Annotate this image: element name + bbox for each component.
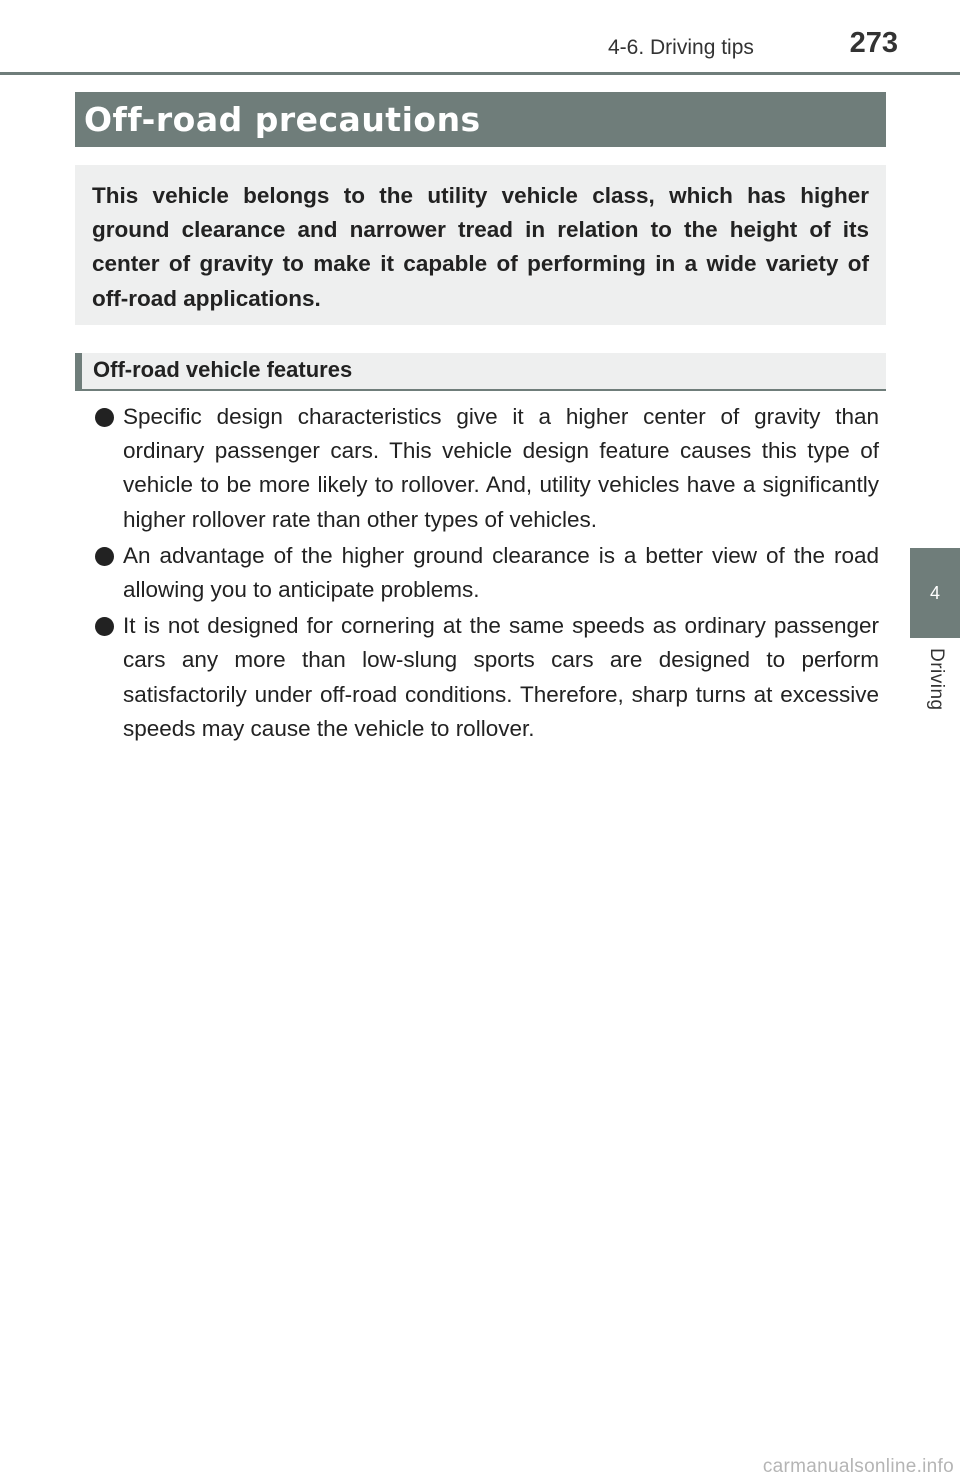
- chapter-label: Driving: [926, 648, 947, 711]
- header-divider: [0, 72, 960, 75]
- chapter-number: 4: [929, 583, 940, 603]
- bullet-text: Specific design characteristics give it a higher center of gravity than ordinary passenger cars. This vehicle design feature causes this type of vehicle to be more likely to rollover. And, utility vehicles have a significantly higher rollover rate than other types of vehicles.: [123, 404, 879, 532]
- list-item: [95, 609, 879, 746]
- header-section-title: 4-6. Driving tips: [608, 36, 754, 59]
- bullet-icon: [95, 617, 114, 636]
- intro-text: This vehicle belongs to the utility vehicle class, which has higher ground clearance and narrower tread in relation to the height of its center of gravity to make it capable of performing in a wide variety of off-road applications.: [92, 183, 869, 311]
- bullet-icon: [95, 547, 114, 566]
- section-heading-bar: [75, 353, 886, 391]
- list-item: [95, 400, 879, 537]
- intro-box: [75, 165, 886, 325]
- section-heading: Off-road vehicle features: [93, 357, 353, 382]
- page-number: 273: [849, 27, 898, 59]
- bullet-text: An advantage of the higher ground clearance is a better view of the road allowing you to anticipate problems.: [123, 542, 879, 603]
- bullet-icon: [95, 408, 114, 427]
- bullet-list: [95, 400, 879, 748]
- watermark: carmanualsonline.info: [762, 1456, 954, 1477]
- chapter-tab[interactable]: [910, 548, 960, 638]
- page-title: Off-road precautions: [84, 100, 481, 139]
- title-bar: [75, 92, 886, 147]
- list-item: [95, 539, 879, 607]
- bullet-text: It is not designed for cornering at the same speeds as ordinary passenger cars any more than low-slung sports cars are designed to perform satisfactorily under off-road conditions. Therefore, sharp turns at excessive speeds may cause the vehicle to rollover.: [123, 613, 879, 741]
